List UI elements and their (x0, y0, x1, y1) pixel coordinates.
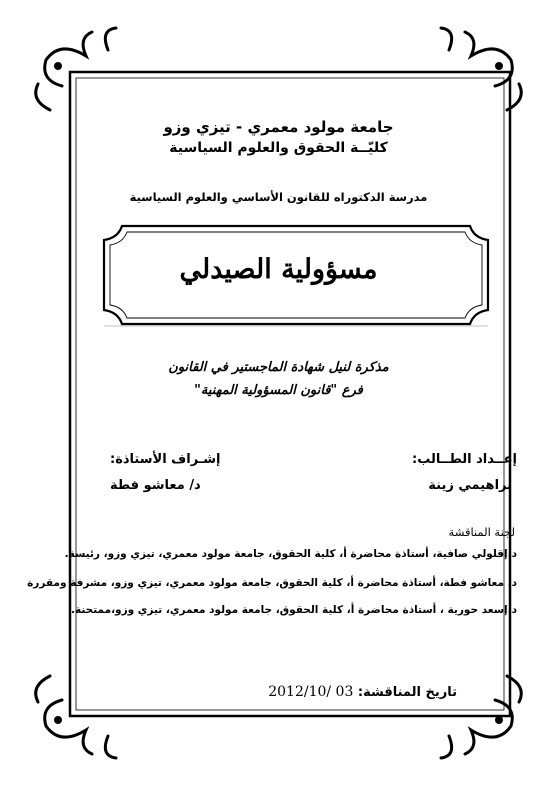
defense-date-line (268, 684, 457, 700)
defense-date: 2012/10/ 03 (268, 684, 354, 700)
doctoral-school: مدرسة الدكتوراه للقانون الأساسي والعلوم السياسية (129, 190, 428, 204)
committee-member: د. معاشو فطة، أستاذة محاضرة أ، كلية الحقوق، جامعة مولود معمري، تيزي وزو، مشرفة ومقررة (27, 577, 517, 589)
university-name: جامعة مولود معمري - تيزي وزو (163, 118, 394, 136)
faculty-name: كليّــة الحقوق والعلوم السياسية (169, 140, 388, 156)
defense-date-label: تاريخ المناقشة: (357, 685, 457, 700)
committee-label: لجنة المناقشة (448, 525, 515, 539)
supervisor-label: إشـراف الأستاذة: (110, 452, 221, 467)
student-name: براهيمي زينة (428, 478, 512, 493)
committee-member: د.إسعد حورية ، أستاذة محاضرة أ، كلية الحقوق، جامعة مولود معمري، تيزي وزو،ممتحنة. (71, 604, 517, 616)
supervisor-name: د/ معاشو فطة (110, 478, 201, 493)
thesis-title: مسؤولية الصيدلي (179, 254, 378, 285)
committee-member: د.إقلولي صافية، أستاذة محاضرة أ، كلية الحقوق، جامعة مولود معمري، تيزي وزو، رئيسة. (64, 548, 517, 560)
specialization: فرع "قانون المسؤولية المهنية" (194, 383, 363, 398)
degree-statement: مذكرة لنيل شهادة الماجستير في القانون (168, 360, 389, 375)
student-label: إعــداد الطــالب: (412, 452, 517, 467)
